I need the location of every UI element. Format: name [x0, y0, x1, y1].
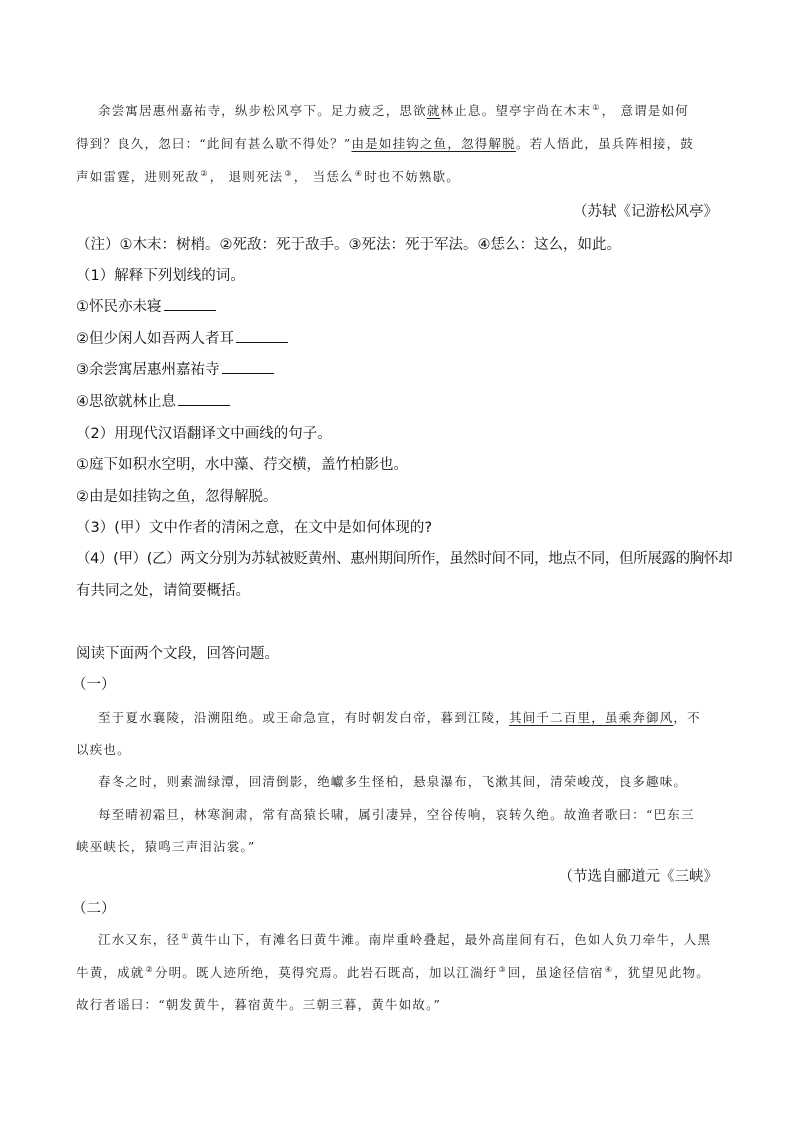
passage-yi-source: （苏轼《记游松风亭》 [573, 204, 718, 220]
footnote-marker: ④ [604, 964, 614, 974]
underlined-sentence: 其间千二百里，虽乘奔御风 [509, 710, 674, 725]
question-4-line1: （4）(甲）(乙）两文分别为苏轼被贬黄州、惠州期间所作，虽然时间不同，地点不同，但所展露的胸怀却 [76, 551, 733, 567]
text-segment: 分明。既人迹所绝，莫得究焉。此岩石既高，加以江湍纡 [154, 965, 498, 980]
section-intro: 阅读下面两个文段，回答问题。 [76, 646, 279, 662]
question-3: （3）(甲）文中作者的清闲之意，在文中是如何体现的? [76, 520, 433, 536]
huangniu-line3: 故行者谣曰：“朝发黄牛，暮宿黄牛。三朝三暮，黄牛如故。” [76, 997, 442, 1012]
answer-blank [222, 359, 274, 374]
part-2-label: （二） [72, 901, 116, 917]
text-segment: ，犹望见此物。 [614, 965, 710, 980]
footnote-marker: ② [200, 168, 209, 178]
question-4-line2: 有共同之处，请简要概括。 [76, 583, 250, 599]
question-2-item-2: ②由是如挂钩之鱼，忽得解脱。 [76, 489, 278, 505]
text-segment: ， 当恁么 [293, 169, 354, 184]
text-segment: 声如雷霆，进则死敌 [76, 169, 200, 184]
text-segment: 黄牛山下，有滩名曰黄牛滩。南岸重岭叠起，最外高崖间有石，色如人负刀牵牛，人黑 [190, 932, 712, 947]
underlined-word: 就 [426, 103, 441, 118]
answer-blank [236, 328, 288, 343]
underlined-sentence: 由是如挂钩之鱼，忽得解脱 [351, 136, 516, 151]
passage-yi-line1 [98, 101, 689, 119]
footnote-marker: ① [181, 931, 190, 941]
huangniu-line1 [98, 930, 711, 948]
footnote-marker: ① [592, 102, 601, 112]
sanxia-p1-line2: 以疾也。 [76, 742, 131, 757]
question-1-item-1 [76, 295, 216, 316]
sanxia-p3-line1: 每至晴初霜旦，林寒涧肃，常有高猿长啸，属引凄异，空谷传响，哀转久绝。故渔者歌曰：“巴东三 [98, 807, 695, 822]
sanxia-p3-line2: 峡巫峡长，猿鸣三声泪沾裳。” [76, 839, 256, 854]
question-2: （2）用现代汉语翻译文中画线的句子。 [76, 426, 332, 442]
answer-blank [164, 296, 216, 311]
text-segment: 余尝寓居惠州嘉祐寺，纵步松风亭下。足力疲乏，思欲 [98, 103, 427, 118]
part-1-label: （一） [72, 677, 116, 693]
item-text: ④思欲就林止息 [76, 394, 176, 410]
footnote-marker: ③ [284, 168, 293, 178]
sanxia-p1-line1 [98, 708, 701, 726]
huangniu-line2 [76, 963, 710, 981]
item-text: ②但少闲人如吾两人者耳 [76, 331, 234, 347]
text-segment: ， 退则死法 [209, 169, 284, 184]
text-segment: 时也不妨熟歇。 [364, 169, 461, 184]
text-segment: ， 意谓是如何 [601, 103, 689, 118]
text-segment: 回，虽途径信宿 [507, 965, 604, 980]
item-text: ①怀民亦未寝 [76, 299, 162, 315]
question-1-item-3 [76, 358, 274, 379]
text-segment: 。若人悟此，虽兵阵相接，鼓 [515, 136, 694, 151]
footnote-marker: ④ [354, 168, 364, 178]
answer-blank [178, 391, 230, 406]
text-segment: 江水又东，径 [98, 932, 181, 947]
question-1: （1）解释下列划线的词。 [76, 268, 245, 284]
notes: （注）①木末：树梢。②死敌：死于敌手。③死法：死于军法。④恁么：这么，如此。 [76, 237, 621, 253]
passage-yi-line3 [76, 167, 460, 185]
passage-yi-line2 [76, 134, 694, 152]
footnote-marker: ③ [498, 964, 507, 974]
question-1-item-4 [76, 390, 230, 411]
question-2-item-1: ①庭下如积水空明，水中藻、荇交横，盖竹柏影也。 [76, 457, 408, 473]
sanxia-source: （节选自郦道元《三峡》 [558, 869, 718, 885]
text-segment: ，不 [673, 710, 701, 725]
item-text: ③余尝寓居惠州嘉祐寺 [76, 362, 220, 378]
sanxia-p2: 春冬之时，则素湍绿潭，回清倒影，绝巘多生怪柏，悬泉瀑布，飞漱其间，清荣峻茂，良多趣味。 [98, 774, 688, 789]
footnote-marker: ② [145, 964, 154, 974]
text-segment: 得到？良久，忽曰：“此间有甚么歇不得处？” [76, 136, 352, 151]
text-segment: 至于夏水襄陵，沿溯阻绝。或王命急宣，有时朝发白帝，暮到江陵， [98, 710, 510, 725]
question-1-item-2 [76, 327, 288, 348]
text-segment: 林止息。望亭宇尚在木末 [440, 103, 592, 118]
text-segment: 牛黄，成就 [76, 965, 145, 980]
